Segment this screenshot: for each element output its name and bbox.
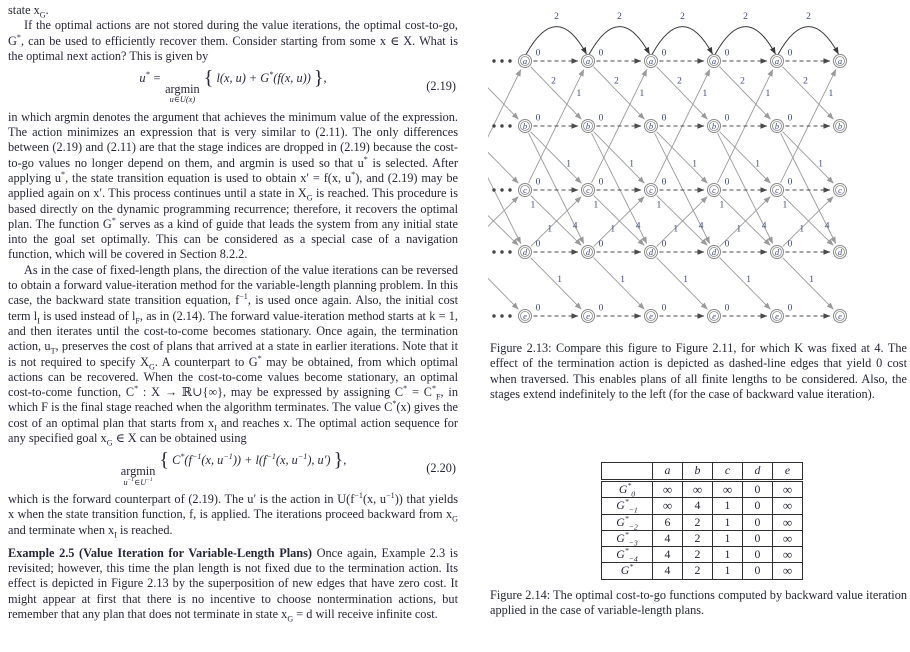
edge-cost-label: 2 [614, 76, 619, 87]
edge-cost-label: 1 [782, 200, 788, 211]
table-column-header: b [683, 463, 713, 481]
table-cell: 4 [653, 547, 683, 563]
graph-node-label: e [649, 311, 653, 321]
edge-cost-label: 0 [724, 113, 730, 124]
graph-edge-b-to-c [594, 132, 645, 184]
table-cell: 1 [713, 530, 743, 546]
ellipsis-dots [500, 59, 503, 62]
ellipsis-dots [492, 188, 495, 191]
edge-cost-label: 2 [617, 12, 622, 22]
edge-cost-label: 2 [803, 76, 808, 87]
edge-cost-label: 1 [746, 275, 752, 286]
table-cell: 4 [653, 530, 683, 546]
cost-to-go-table [601, 462, 803, 580]
table-cell: ∞ [773, 498, 803, 514]
edge-cost-label: 1 [755, 159, 760, 170]
graph-edge-d-to-e [531, 258, 582, 310]
edge-cost-label: 0 [661, 303, 667, 314]
edge-cost-label: 0 [724, 239, 730, 250]
graph-edge-a-to-b [531, 67, 582, 119]
edge-cost-label: 0 [661, 177, 667, 188]
edge-cost-label: 4 [572, 221, 578, 232]
left-column [8, 3, 458, 622]
equation-number-2-19: (2.19) [426, 79, 456, 94]
ellipsis-dots [500, 314, 503, 317]
graph-edge-a-to-b [657, 67, 708, 119]
example-2-5-heading: Example 2.5 (Value Iteration for Variable-Length Plans) [8, 545, 313, 560]
graph-node-label: d [837, 247, 843, 257]
graph-node-label: a [837, 56, 843, 66]
edge-cost-label: 0 [724, 48, 730, 59]
right-brace: } [313, 67, 324, 90]
edge-cost-label: 1 [629, 159, 634, 170]
graph-node-label: e [586, 311, 590, 321]
ellipsis-dots [492, 250, 495, 253]
edge-cost-label: 1 [692, 159, 697, 170]
table-column-header: d [743, 463, 773, 481]
table-cell: ∞ [773, 530, 803, 546]
edge-cost-label: 1 [683, 275, 689, 286]
graph-node-label: a [711, 56, 717, 66]
graph-node-label: c [649, 185, 653, 195]
table-column-header: e [773, 463, 803, 481]
row-label: $G^*_{-2}$ [602, 514, 653, 530]
table-cell: ∞ [773, 563, 803, 579]
graph-node-label: e [838, 311, 842, 321]
edge-cost-label: 0 [535, 177, 541, 188]
ellipsis-dots [492, 124, 495, 127]
table-row [602, 530, 803, 546]
ellipsis-dots [500, 250, 503, 253]
eq19-body: l(x, u) + G*(f(x, u)) [216, 70, 311, 86]
graph-node-label: c [712, 185, 716, 195]
edge-cost-label: 1 [719, 200, 725, 211]
table-cell: ∞ [773, 481, 803, 498]
edge-cost-label: 1 [799, 224, 805, 235]
table-cell: 4 [653, 563, 683, 579]
graph-node-label: c [838, 185, 842, 195]
table-cell: 0 [743, 514, 773, 530]
edge-cost-label: 4 [824, 221, 830, 232]
example-2-5 [8, 546, 458, 622]
graph-edge-a-to-b [594, 67, 645, 119]
row-label: G* [602, 563, 653, 579]
edge-cost-label: 1 [736, 224, 742, 235]
ellipsis-dots [508, 314, 511, 317]
paragraph-forward-counterpart: which is the forward counterpart of (2.19). The u′ is the action in $U(f^{-1}(x$, $u^{-1}$)) that yields x when the state transition function, f, is applied. The iterations proceed backward from $x_G$ and terminate when $x_I$ is reached. [8, 490, 459, 539]
edge-cost-label: 0 [787, 177, 793, 188]
graph-edge-d-to-e [720, 258, 771, 310]
graph-node-label: a [522, 56, 528, 66]
left-brace: { [203, 67, 214, 90]
equation-2-20: argmin $u^{-1}\in U^{-1}$ { $C^*(f^{-1}(x$, $u^{-1})) + l(f^{-1}(x$, $u^{-1}$), u′) }, (2.20) [120, 449, 456, 487]
graph-edge-d-to-c [488, 197, 518, 247]
row-label: $G^*_{-4}$ [602, 547, 653, 563]
edge-cost-label: 0 [535, 48, 541, 59]
edge-cost-label: 0 [787, 48, 793, 59]
edge-cost-label: 2 [743, 12, 748, 22]
edge-cost-label: 0 [787, 113, 793, 124]
figure-2-13-graph [488, 7, 908, 341]
ellipsis-dots [500, 124, 503, 127]
graph-node-label: b [774, 121, 780, 131]
graph-edge-a-to-b [488, 67, 518, 119]
graph-edge-b-to-c [531, 132, 582, 184]
edge-cost-label: 4 [635, 221, 641, 232]
table-cell: 1 [713, 563, 743, 579]
edge-cost-label: 0 [598, 113, 604, 124]
graph-node-label: b [648, 121, 654, 131]
table-cell: 0 [743, 481, 773, 498]
cost-to-go-table-header [602, 463, 803, 481]
edge-cost-label: 0 [598, 177, 604, 188]
graph-edge-b-to-d [488, 133, 521, 243]
edge-cost-label: 0 [661, 239, 667, 250]
table-row [602, 498, 803, 514]
edge-cost-label: 4 [698, 221, 704, 232]
graph-edge-b-to-c [720, 132, 771, 184]
equation-2-19: u* = argmin u∈U(x) { l(x, u) + G*(f(x, u)) }, (2.19) [139, 67, 456, 105]
table-cell: 2 [683, 563, 713, 579]
table-cell: ∞ [653, 498, 683, 514]
edge-cost-label: 0 [598, 239, 604, 250]
graph-node-label: d [585, 247, 591, 257]
table-cell: ∞ [683, 481, 713, 498]
table-cell: 1 [713, 547, 743, 563]
graph-node-label: e [523, 311, 527, 321]
edge-cost-label: 0 [535, 303, 541, 314]
table-column-header [602, 463, 653, 481]
graph-node-label: d [522, 247, 528, 257]
table-cell: 1 [713, 514, 743, 530]
graph-node-label: c [586, 185, 590, 195]
edge-cost-label: 0 [724, 303, 730, 314]
edge-cost-label: 0 [661, 48, 667, 59]
table-cell: 0 [743, 498, 773, 514]
graph-edge-d-to-e [594, 258, 645, 310]
table-cell: ∞ [713, 481, 743, 498]
edge-cost-label: 0 [661, 113, 667, 124]
graph-node-label: b [522, 121, 528, 131]
edge-cost-label: 1 [557, 275, 563, 286]
table-row [602, 514, 803, 530]
edge-cost-label: 2 [554, 12, 559, 22]
graph-node-label: b [837, 121, 843, 131]
table-row [602, 563, 803, 579]
table-cell: 2 [683, 514, 713, 530]
ellipsis-dots [508, 188, 511, 191]
graph-edge-b-to-c [657, 132, 708, 184]
edge-cost-label: 1 [610, 224, 616, 235]
edge-cost-label: 1 [639, 88, 645, 99]
edge-cost-label: 0 [535, 113, 541, 124]
edge-cost-label: 2 [680, 12, 685, 22]
edge-cost-label: 4 [761, 221, 767, 232]
table-cell: ∞ [773, 514, 803, 530]
ellipsis-dots [508, 124, 511, 127]
edge-cost-label: 2 [551, 76, 556, 87]
eq19-lhs: u* = [139, 70, 165, 86]
table-cell: 4 [683, 498, 713, 514]
ellipsis-dots [492, 59, 495, 62]
edge-cost-label: 1 [530, 200, 536, 211]
graph-node-label: d [648, 247, 654, 257]
edge-cost-label: 0 [724, 177, 730, 188]
graph-node-label: b [585, 121, 591, 131]
ellipsis-dots [508, 59, 511, 62]
graph-edge-a-to-b [783, 67, 834, 119]
table-cell: 0 [743, 547, 773, 563]
paragraph-argmin-explanation: in which argmin denotes the argument that achieves the minimum value of the expression. The action minimizes an expression that is very similar to (2.11). The only differences between (2.19) and (2.11) are that the stage indices are dropped in (2.19) because the cost-to-go values no longer depend on them, and argmin is used so that u* is selected. After applying u*, the state transition equation is used to obtain x′ = f(x, u*), and (2.19) may be applied again on x′. This process continues until a state in $X_G$ is reached. This procedure is based directly on the dynamic programming recurrence; therefore, it recovers the optimal plan. The function G* serves as a kind of guide that leads the system from any initial state into the goal set optimally. This can be considered as a special case of a navigation function, which will be covered in Section 8.2.2. [8, 109, 459, 262]
edge-cost-label: 0 [598, 48, 604, 59]
edge-cost-label: 2 [677, 76, 682, 87]
graph-node-label: c [775, 185, 779, 195]
table-column-header: a [653, 463, 683, 481]
table-column-header: c [713, 463, 743, 481]
edge-cost-label: 1 [593, 200, 599, 211]
figure-2-13-caption: Figure 2.13: Compare this figure to Figure 2.11, for which K was fixed at 4. The effect of the termination action is depicted as dashed-line edges that yield 0 cost when traversed. This enables plans of all finite lengths to be considered. Also, the stages extend indefinitely to the left (for the case of backward value iteration). [490, 341, 907, 401]
graph-node-label: a [585, 56, 591, 66]
edge-cost-label: 1 [566, 159, 571, 170]
edge-cost-label: 2 [806, 12, 811, 22]
paragraph-forward-value-iteration: As in the case of fixed-length plans, the direction of the value iterations can be reversed to obtain a forward value-iteration method for the variable-length planning problem. In this case, the backward state transition equation, $f^{-1}$, is used once again. Also, the initial cost term $l_I$ is used instead of $l_F$, as in (2.14). The forward value-iteration method starts at k = 1, and then iterates until the cost-to-come becomes stationary. Once again, the termination action, $u_T$, preserves the cost of plans that arrived at a state in earlier iterations. Note that it is not required to specify $X_G$. A counterpart to G* may be obtained, from which optimal actions can be recovered. When the cost-to-come values become stationary, an optimal cost-to-come function, C* : X → ℝ∪{∞}, may be expressed by assigning $C^* = C^*_F$, in which F is the final stage reached when the algorithm terminates. The value C*(x) gives the cost of an optimal plan that starts from $x_I$ and reaches x. The optimal action sequence for any specified goal $x_G$ ∈ X can be obtained using [8, 262, 459, 448]
row-label: $G^*_{-1}$ [602, 498, 653, 514]
argmin-operator: argmin $u^{-1}\in U^{-1}$ [120, 464, 156, 487]
figure-2-14-caption: Figure 2.14: The optimal cost-to-go functions computed by backward value iteration applied in the case of variable-length plans. [490, 588, 907, 618]
edge-cost-label: 1 [809, 275, 815, 286]
argmin-operator: argmin u∈U(x) [165, 82, 200, 105]
edge-cost-label: 1 [702, 88, 708, 99]
edge-cost-label: 0 [598, 303, 604, 314]
graph-node-label: a [648, 56, 654, 66]
graph-node-label: e [712, 311, 716, 321]
paragraph-optimal-actions: If the optimal actions are not stored during the value iterations, the optimal cost-to-go, G*, can be used to efficiently recover them. Consider starting from some x ∈ X. What is the optimal next action? This is given by [8, 18, 458, 63]
opening-line: state $x_G$. [8, 3, 49, 20]
table-cell: 6 [653, 514, 683, 530]
edge-cost-label: 0 [787, 239, 793, 250]
table-cell: ∞ [653, 481, 683, 498]
graph-edge-d-to-e [657, 258, 708, 310]
example-2-5-body: Once again, Example 2.3 is revisited; however, this time the plan length is not fixed due to the termination action. Its effect is depicted in Figure 2.13 by the superposition of new edges that have zero cost. It might appear at first that there is no incentive to choose nontermination actions, but remember that any plan that does not terminate in state $x_G = d$ will receive infinite cost. [8, 545, 458, 624]
row-label: $G^*_{-3}$ [602, 530, 653, 546]
table-row [602, 481, 803, 498]
edge-cost-label: 1 [673, 224, 679, 235]
graph-node-label: c [523, 185, 527, 195]
cost-to-go-table-body [602, 481, 803, 580]
left-brace: { [159, 449, 170, 472]
table-cell: 2 [683, 530, 713, 546]
edge-cost-label: 0 [535, 239, 541, 250]
graph-edge-d-to-e [783, 258, 834, 310]
edge-cost-label: 0 [787, 303, 793, 314]
graph-node-label: b [711, 121, 717, 131]
table-cell: ∞ [773, 547, 803, 563]
graph-edge-d-to-e [488, 258, 518, 310]
graph-node-label: d [711, 247, 717, 257]
row-label: $G^*_0$ [602, 481, 653, 498]
graph-node-label: d [774, 247, 780, 257]
edge-cost-label: 1 [656, 200, 662, 211]
equation-number-2-20: (2.20) [426, 461, 456, 476]
table-cell: 0 [743, 563, 773, 579]
graph-node-label: a [774, 56, 780, 66]
table-cell: 2 [683, 547, 713, 563]
edge-cost-label: 1 [547, 224, 553, 235]
edge-cost-label: 1 [765, 88, 771, 99]
edge-cost-label: 1 [620, 275, 626, 286]
graph-node-label: e [775, 311, 779, 321]
eq20-body: $C^*(f^{-1}(x$, $u^{-1})) + l(f^{-1}(x$, $u^{-1}$), u′) [172, 452, 331, 468]
graph-edge-b-to-c [783, 132, 834, 184]
edge-cost-label: 1 [576, 88, 582, 99]
graph-edge-b-to-c [488, 132, 518, 184]
table-cell: 0 [743, 530, 773, 546]
table-row [602, 547, 803, 563]
ellipsis-dots [492, 314, 495, 317]
edge-cost-label: 2 [740, 76, 745, 87]
ellipsis-dots [500, 188, 503, 191]
graph-edge-c-to-d [488, 196, 518, 246]
edge-cost-label: 1 [828, 88, 834, 99]
edge-cost-label: 1 [818, 159, 823, 170]
right-brace: } [333, 449, 344, 472]
ellipsis-dots [508, 250, 511, 253]
table-cell: 1 [713, 498, 743, 514]
graph-edge-a-to-b [720, 67, 771, 119]
